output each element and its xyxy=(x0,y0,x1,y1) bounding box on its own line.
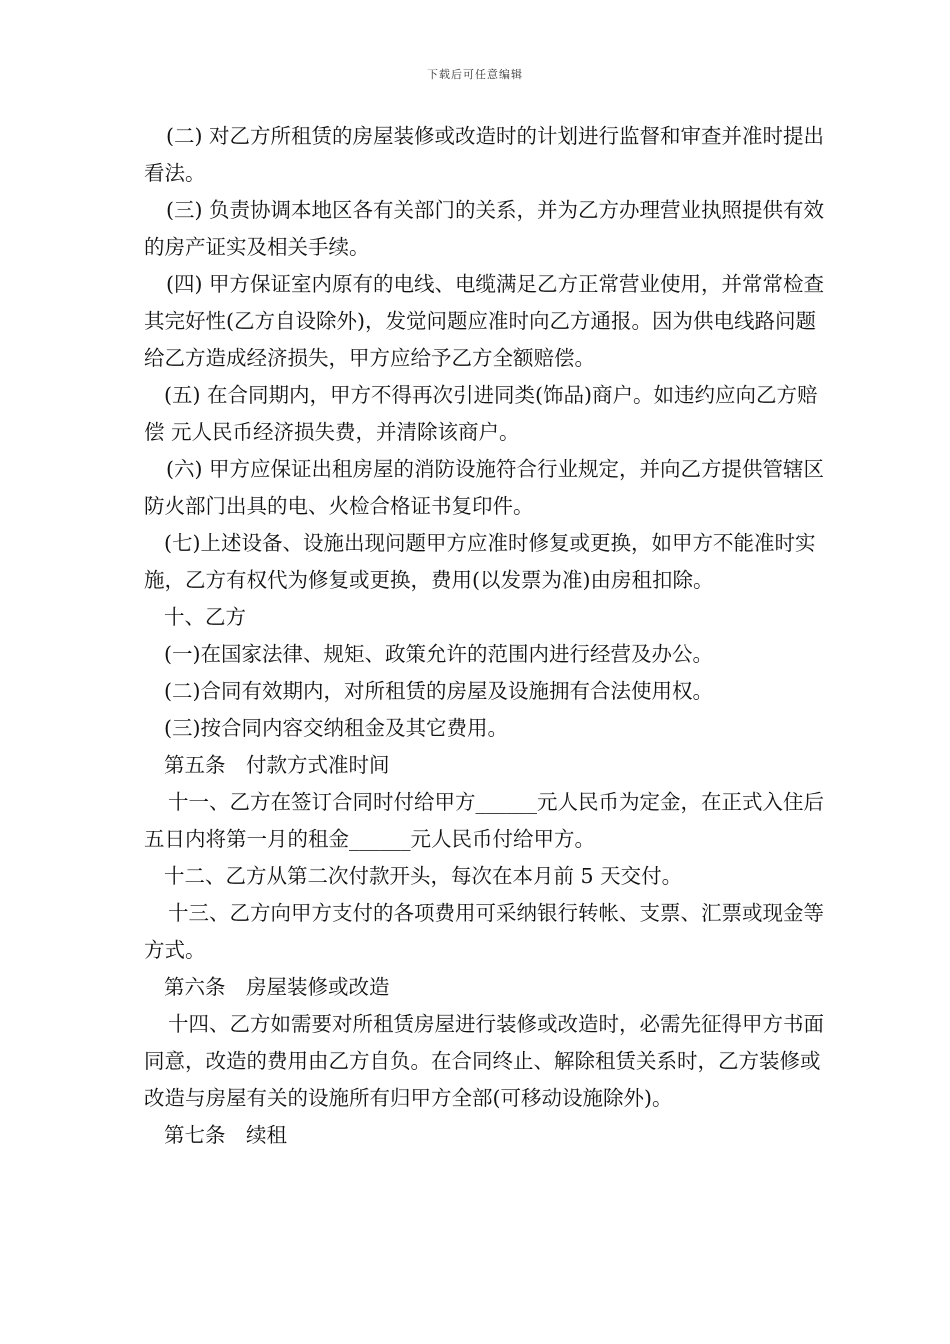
clause-3-paragraph: (三) 负责协调本地区各有关部门的关系，并为乙方办理营业执照提供有效的房产证实及相关手续。 xyxy=(144,198,825,259)
article-five-heading: 第五条 付款方式准时间 xyxy=(164,753,390,777)
article-seven-heading: 第七条 续租 xyxy=(164,1123,287,1147)
document-body xyxy=(144,118,824,1154)
article-six-heading: 第六条 房屋装修或改造 xyxy=(164,975,390,999)
tenant-right-2-paragraph: (二)合同有效期内，对所租赁的房屋及设施拥有合法使用权。 xyxy=(164,679,713,703)
item-fourteen-paragraph: 十四、乙方如需要对所租赁房屋进行装修或改造时，必需先征得甲方书面同意，改造的费用由乙方自负。在合同终止、解除租赁关系时，乙方装修或改造与房屋有关的设施所有归甲方全部(可移动设施除外)。 xyxy=(144,1012,824,1110)
clause-2-paragraph: (二) 对乙方所租赁的房屋装修或改造时的计划进行监督和审查并准时提出看法。 xyxy=(144,124,825,185)
clause-6-paragraph: (六) 甲方应保证出租房屋的消防设施符合行业规定，并向乙方提供管辖区防火部门出具的电、火检合格证书复印件。 xyxy=(144,457,825,518)
tenant-right-3-paragraph: (三)按合同内容交纳租金及其它费用。 xyxy=(164,716,508,740)
section-ten-heading: 十、乙方 xyxy=(164,605,246,629)
clause-5-paragraph: (五) 在合同期内，甲方不得再次引进同类(饰品)商户。如违约应向乙方赔偿 元人民币经济损失费，并清除该商户。 xyxy=(144,383,818,444)
tenant-right-1-paragraph: (一)在国家法律、规矩、政策允许的范围内进行经营及办公。 xyxy=(164,642,713,666)
item-twelve-paragraph: 十二、乙方从第二次付款开头，每次在本月前 5 天交付。 xyxy=(164,864,683,888)
clause-4-paragraph: (四) 甲方保证室内原有的电线、电缆满足乙方正常营业使用，并常常检查其完好性(乙方自设除外)，发觉问题应准时向乙方通报。因为供电线路问题给乙方造成经济损失，甲方应给予乙方全额赔偿。 xyxy=(144,272,825,370)
item-thirteen-paragraph: 十三、乙方向甲方支付的各项费用可采纳银行转帐、支票、汇票或现金等方式。 xyxy=(144,901,824,962)
item-eleven-paragraph: 十一、乙方在签订合同时付给甲方______元人民币为定金，在正式入住后五日内将第一月的租金______元人民币付给甲方。 xyxy=(144,790,824,851)
clause-7-paragraph: (七)上述设备、设施出现问题甲方应准时修复或更换，如甲方不能准时实施，乙方有权代为修复或更换，费用(以发票为准)由房租扣除。 xyxy=(144,531,816,592)
page-header-note: 下载后可任意编辑 xyxy=(427,68,523,81)
